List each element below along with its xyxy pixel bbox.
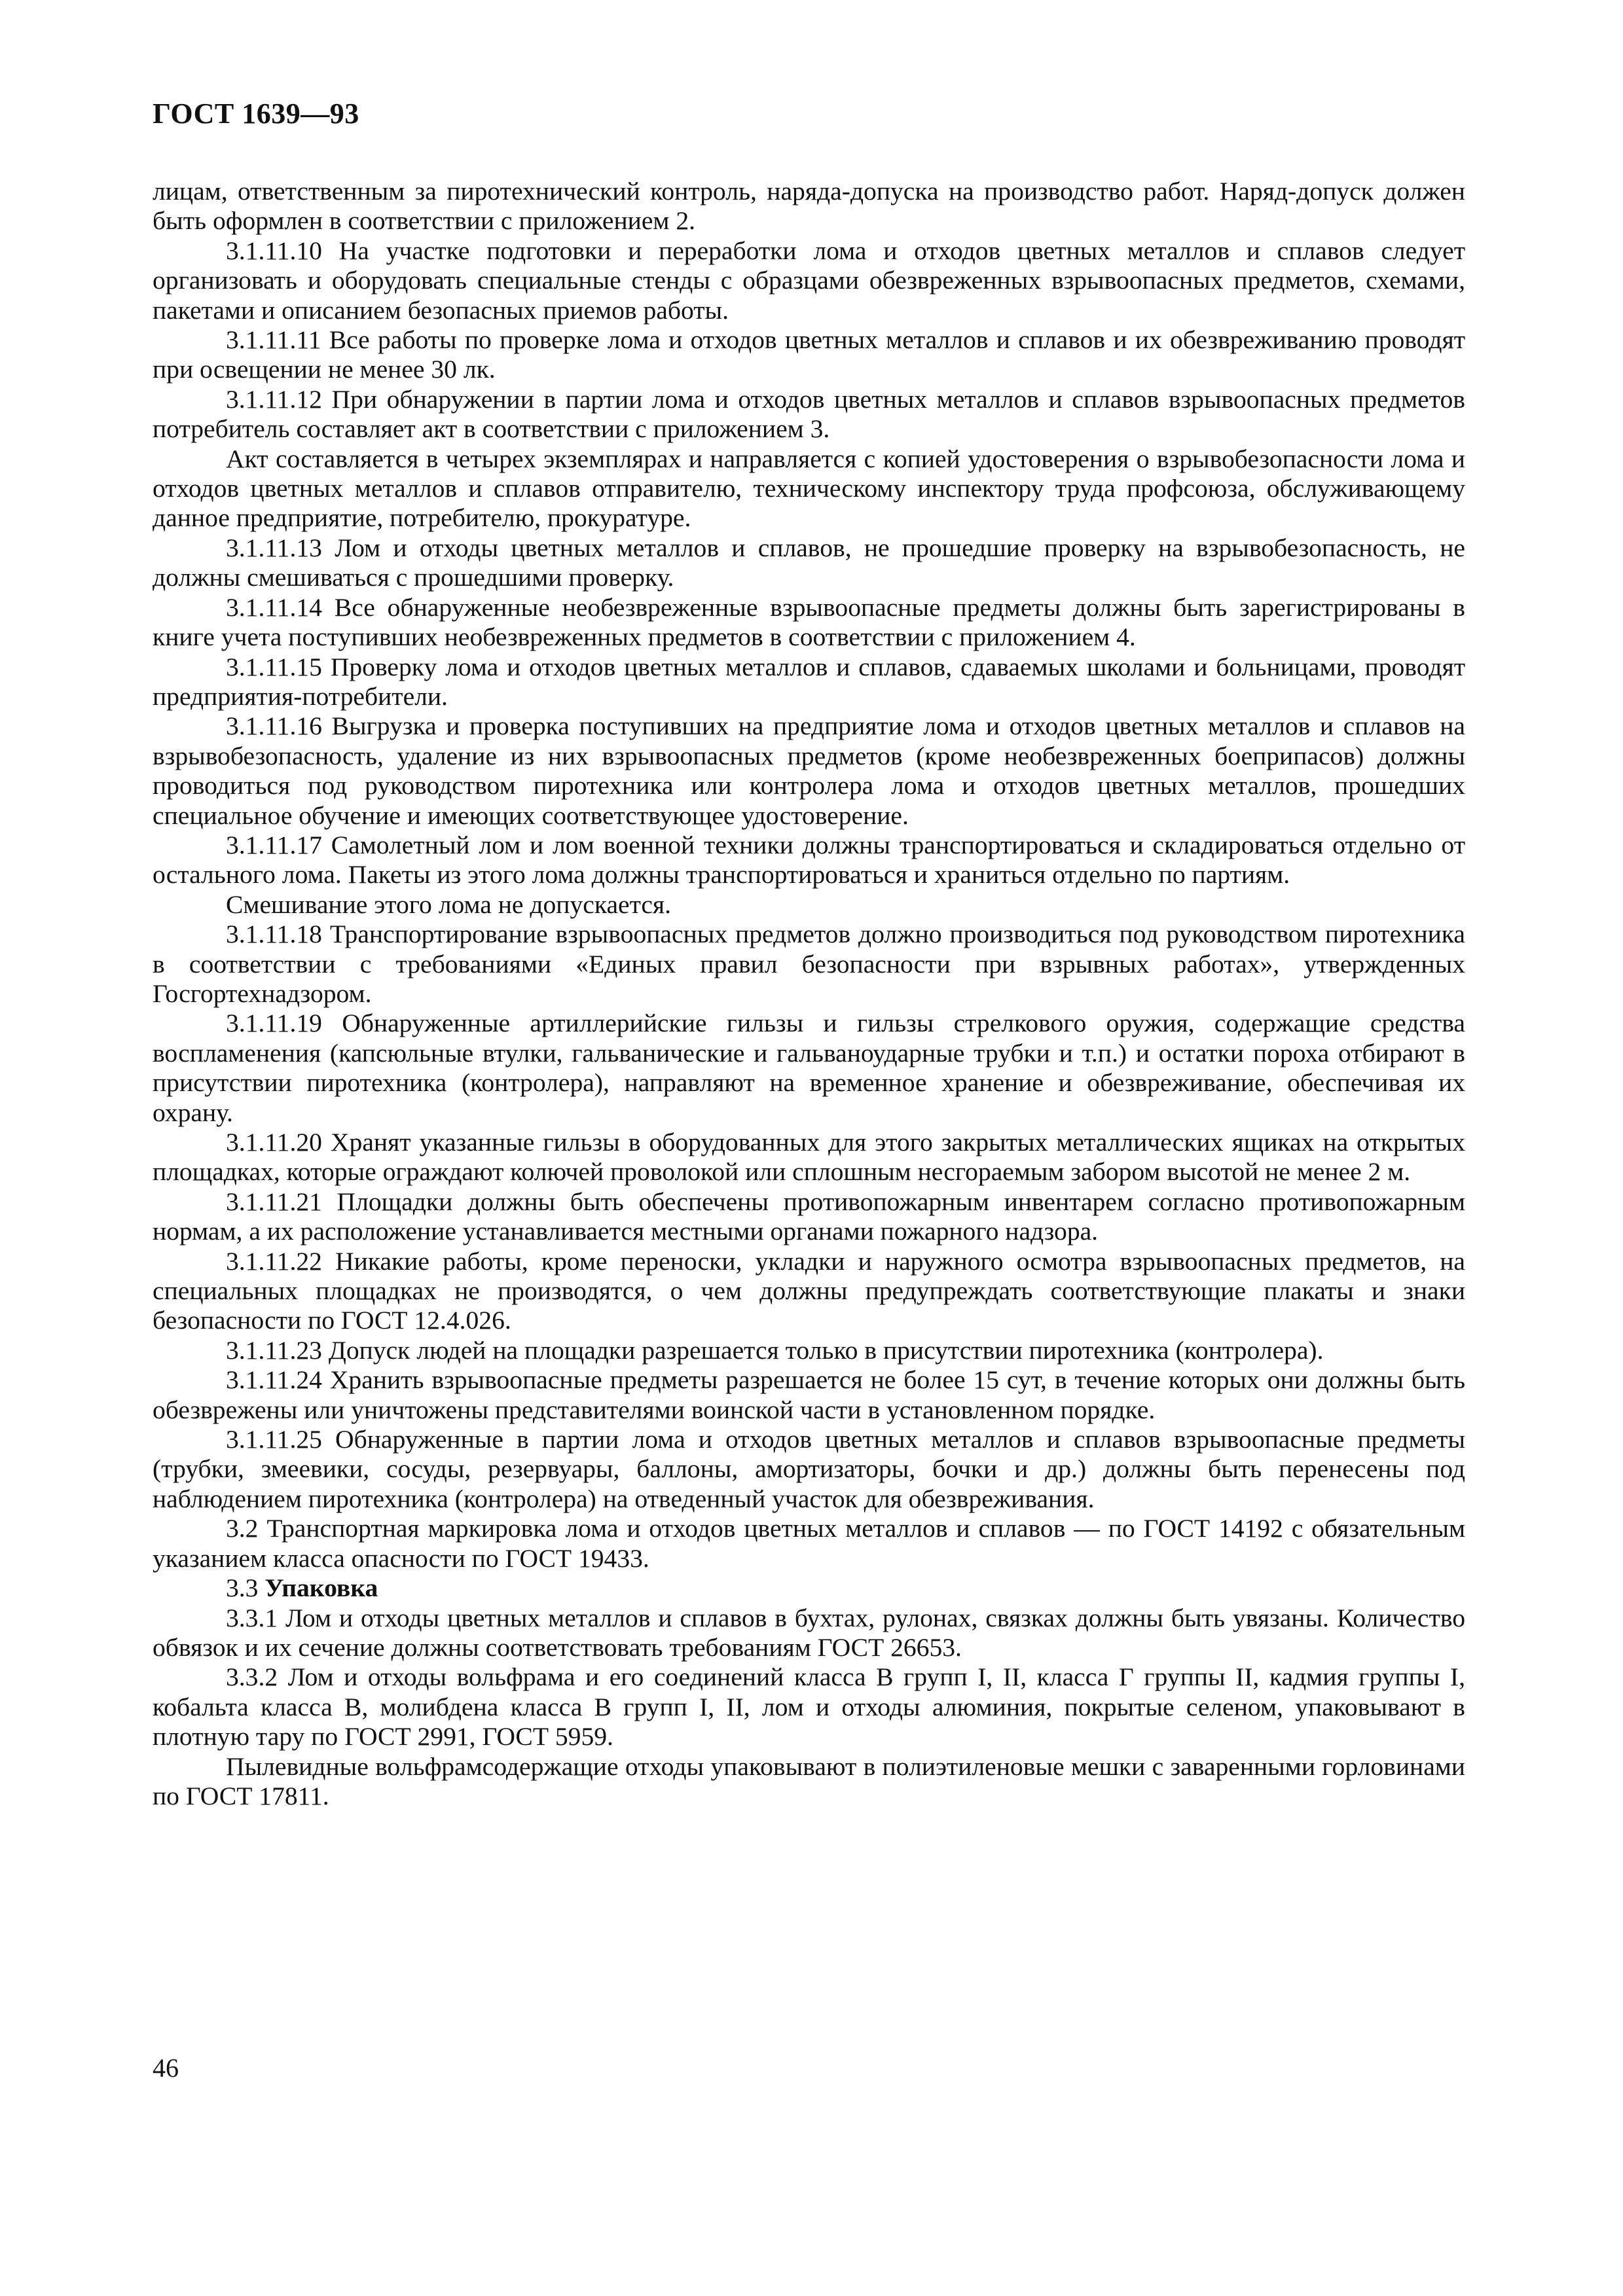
paragraph-dust-waste: Пылевидные вольфрамсодержащие отходы упаковывают в полиэтиленовые мешки с заваренными горловинами по ГОСТ 17811. (153, 1751, 1465, 1810)
paragraph-3-1-11-18: 3.1.11.18 Транспортирование взрывоопасных предметов должно производиться под руководством пиротехника в соответствии с требованиями «Единых правил безопасности при взрывных работах», утвержденных Госгортехнадзором. (153, 920, 1465, 1008)
document-body (153, 177, 1465, 1811)
paragraph-3-1-11-12: 3.1.11.12 При обнаружении в партии лома и отходов цветных металлов и сплавов взрывоопасных предметов потребитель составляет акт в соответствии с приложением 3. (153, 384, 1465, 444)
section-heading-3-3 (153, 1573, 1465, 1603)
page-number: 46 (153, 2053, 179, 2083)
paragraph-3-1-11-20: 3.1.11.20 Хранят указанные гильзы в оборудованных для этого закрытых металлических ящиках на открытых площадках, которые ограждают колючей проволокой или сплошным несгораемым забором высотой не менее 2 м. (153, 1128, 1465, 1187)
section-number: 3.3 (226, 1573, 259, 1603)
paragraph-3-1-11-25: 3.1.11.25 Обнаруженные в партии лома и отходов цветных металлов и сплавов взрывоопасные предметы (трубки, змеевики, сосуды, резервуары, баллоны, амортизаторы, бочки и др.) должны быть перенесены под наблюдением пиротехника (контролера) на отведенный участок для обезвреживания. (153, 1425, 1465, 1513)
paragraph-3-2: 3.2 Транспортная маркировка лома и отходов цветных металлов и сплавов — по ГОСТ 14192 с обязательным указанием класса опасности по ГОСТ 19433. (153, 1514, 1465, 1573)
paragraph-act: Акт составляется в четырех экземплярах и направляется с копией удостоверения о взрывобезопасности лома и отходов цветных металлов и сплавов отправителю, техническому инспектору труда профсоюза, обслуживающему данное предприятие, потребителю, прокуратуре. (153, 444, 1465, 533)
paragraph-3-1-11-22: 3.1.11.22 Никакие работы, кроме переноски, укладки и наружного осмотра взрывоопасных предметов, на специальных площадках не производятся, о чем должны предупреждать соответствующие плакаты и знаки безопасности по ГОСТ 12.4.026. (153, 1246, 1465, 1335)
paragraph-3-1-11-10: 3.1.11.10 На участке подготовки и переработки лома и отходов цветных металлов и сплавов следует организовать и оборудовать специальные стенды с образцами обезвреженных взрывоопасных предметов, схемами, пакетами и описанием безопасных приемов работы. (153, 236, 1465, 325)
paragraph-3-1-11-13: 3.1.11.13 Лом и отходы цветных металлов и сплавов, не прошедшие проверку на взрывобезопасность, не должны смешиваться с прошедшими проверку. (153, 533, 1465, 592)
paragraph-3-1-11-16: 3.1.11.16 Выгрузка и проверка поступивших на предприятие лома и отходов цветных металлов и сплавов на взрывобезопасность, удаление из них взрывоопасных предметов (кроме необезвреженных боеприпасов) должны проводиться под руководством пиротехника или контролера лома и отходов цветных металлов, прошедших специальное обучение и имеющих соответствующее удостоверение. (153, 711, 1465, 830)
document-header-title: ГОСТ 1639—93 (153, 98, 359, 130)
paragraph-3-1-11-21: 3.1.11.21 Площадки должны быть обеспечены противопожарным инвентарем согласно противопожарным нормам, а их расположение устанавливается местными органами пожарного надзора. (153, 1187, 1465, 1246)
paragraph-3-1-11-23: 3.1.11.23 Допуск людей на площадки разрешается только в присутствии пиротехника (контролера). (226, 1335, 1324, 1365)
paragraph-3-1-11-17: 3.1.11.17 Самолетный лом и лом военной техники должны транспортироваться и складироваться отдельно от остального лома. Пакеты из этого лома должны транспортироваться и храниться отдельно по партиям. (153, 830, 1465, 889)
paragraph-3-1-11-11: 3.1.11.11 Все работы по проверке лома и отходов цветных металлов и сплавов и их обезвреживанию проводят при освещении не менее 30 лк. (153, 325, 1465, 384)
paragraph-mixing: Смешивание этого лома не допускается. (226, 889, 672, 919)
paragraph-3-1-11-14: 3.1.11.14 Все обнаруженные необезвреженные взрывоопасные предметы должны быть зарегистрированы в книге учета поступивших необезвреженных предметов в соответствии с приложением 4. (153, 592, 1465, 652)
section-title: Упаковка (264, 1573, 378, 1603)
paragraph-3-3-1: 3.3.1 Лом и отходы цветных металлов и сплавов в бухтах, рулонах, связках должны быть увязаны. Количество обвязок и их сечение должны соответствовать требованиям ГОСТ 26653. (153, 1603, 1465, 1662)
paragraph-continuation: лицам, ответственным за пиротехнический контроль, наряда-допуска на производство работ. Наряд-допуск должен быть оформлен в соответствии с приложением 2. (153, 177, 1465, 236)
paragraph-3-1-11-19: 3.1.11.19 Обнаруженные артиллерийские гильзы и гильзы стрелкового оружия, содержащие средства воспламенения (капсюльные втулки, гальванические и гальваноударные трубки и т.п.) и остатки пороха отбирают в присутствии пиротехника (контролера), направляют на временное хранение и обезвреживание, обеспечивая их охрану. (153, 1009, 1465, 1127)
paragraph-3-1-11-24: 3.1.11.24 Хранить взрывоопасные предметы разрешается не более 15 сут, в течение которых они должны быть обезврежены или уничтожены представителями воинской части в установленном порядке. (153, 1365, 1465, 1424)
paragraph-3-1-11-15: 3.1.11.15 Проверку лома и отходов цветных металлов и сплавов, сдаваемых школами и больницами, проводят предприятия-потребители. (153, 652, 1465, 711)
paragraph-3-3-2: 3.3.2 Лом и отходы вольфрама и его соединений класса В групп I, II, класса Г группы II, кадмия группы I, кобальта класса В, молибдена класса В групп I, II, лом и отходы алюминия, покрытые селеном, упаковывают в плотную тару по ГОСТ 2991, ГОСТ 5959. (153, 1662, 1465, 1751)
